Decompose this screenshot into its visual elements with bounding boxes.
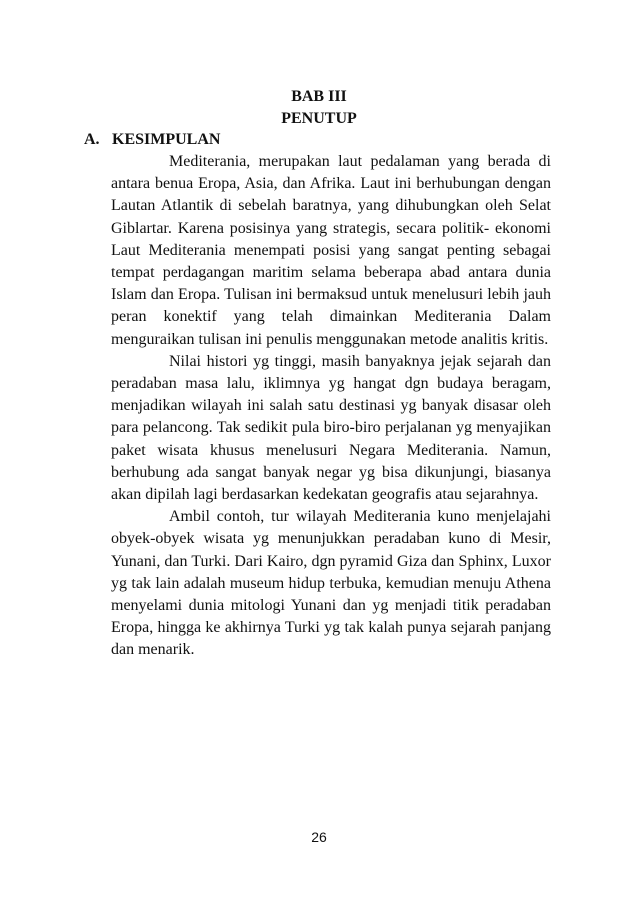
section-heading	[84, 130, 220, 150]
paragraph: Nilai histori yg tinggi, masih banyaknya jejak sejarah dan peradaban masa lalu, iklimnya yg hangat dgn budaya beragam, menjadikan wilayah ini salah satu destinasi yg banyak disasar oleh para pelancong. Tak sedikit pula biro-biro perjalanan yg menyajikan paket wisata khusus menelusuri Negara Mediterania. Namun, berhubung ada sangat banyak negar yg bisa dikunjungi, biasanya akan dipilah lagi berdasarkan kedekatan geografis atau sejarahnya.	[111, 352, 551, 504]
chapter-number: BAB III	[291, 88, 347, 105]
paragraph: Mediterania, merupakan laut pedalaman yang berada di antara benua Eropa, Asia, dan Afrika. Laut ini berhubungan dengan Lautan Atlantik di sebelah baratnya, yang dihubungkan oleh Selat Giblartar. Karena posisinya yang strategis, secara politik- ekonomi Laut Mediterania menempati posisi yang sangat penting sebagai tempat perdagangan maritim selama beberapa abad antara dunia Islam dan Eropa. Tulisan ini bermaksud untuk menelusuri lebih jauh peran konektif yang telah dimainkan Mediterania Dalam menguraikan tulisan ini penulis menggunakan metode analitis kritis.	[111, 153, 551, 348]
section-title: KESIMPULAN	[112, 131, 221, 148]
section-marker: A.	[84, 131, 100, 148]
chapter-title: PENUTUP	[281, 110, 357, 127]
body-text	[111, 151, 551, 662]
paragraph: Ambil contoh, tur wilayah Mediterania kuno menjelajahi obyek-obyek wisata yg menunjukkan peradaban kuno di Mesir, Yunani, dan Turki. Dari Kairo, dgn pyramid Giza dan Sphinx, Luxor yg tak lain adalah museum hidup terbuka, kemudian menuju Athena menyelami dunia mitologi Yunani dan yg menjadi titik peradaban Eropa, hingga ke akhirnya Turki yg tak kalah punya sejarah panjang dan menarik.	[111, 508, 551, 659]
page-number: 26	[311, 829, 327, 845]
